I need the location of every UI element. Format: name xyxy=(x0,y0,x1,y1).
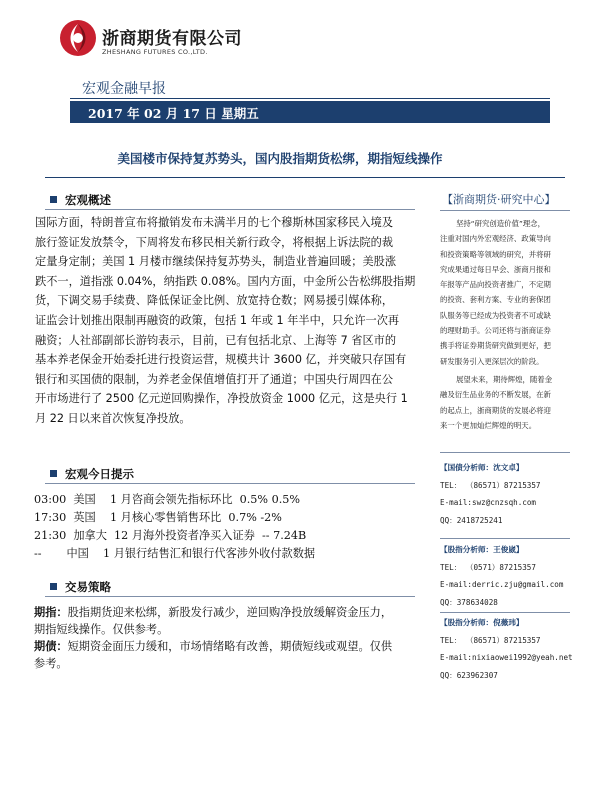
sidebar-outlook xyxy=(440,372,570,433)
text-line: 展望未来，期待辉煌，随着金 xyxy=(456,375,553,384)
strategy-stock-index: 期指：股指期货迎来松绑，新股发行减少，逆回购净投放缓解资金压力， 期指短线操作。仅供参考。 xyxy=(34,606,393,637)
header-divider xyxy=(70,98,550,99)
analyst-email[interactable]: E-mail:derric.zju@gmail.com xyxy=(440,580,564,589)
text-line: 跌不一，道指涨 0.04%，纳指跌 0.08%。国内方面，中金所公告松绑股指期 xyxy=(35,274,416,288)
text-line: 队服务等已经成为投资者不可或缺 xyxy=(440,310,551,320)
section-divider xyxy=(45,209,415,210)
bullet-square-icon xyxy=(50,583,57,590)
text-line: 旅行签证发放禁令，下周将发布移民相关新行政令，将根据上诉法院的裁 xyxy=(35,235,394,249)
analyst-card xyxy=(440,541,563,611)
text-line: 证监会计划推出限制再融资的政策，包括 1 年或 1 年半中，只允许一次再 xyxy=(35,313,400,327)
strategy-label: 期债： xyxy=(34,640,68,653)
section-divider xyxy=(45,483,415,484)
section-strategy-title: 交易策略 xyxy=(50,579,111,595)
title-divider xyxy=(45,177,565,178)
sidebar-title: 【浙商期货·研究中心】 xyxy=(442,193,556,206)
analyst-name: 【股指分析师：王俊崴】 xyxy=(440,545,524,554)
bullet-square-icon xyxy=(50,470,57,477)
analyst-card xyxy=(440,614,573,684)
text-line: 的起点上，浙商期货的发展必将迎 xyxy=(440,405,551,415)
report-date: 2017 年 02 月 17 日 星期五 xyxy=(88,106,259,121)
bullet-square-icon xyxy=(50,196,57,203)
text-line: 的投资、套利方案、专业的套保团 xyxy=(440,295,551,305)
analyst-tel: TEL： （86571）87215357 xyxy=(440,635,541,645)
report-type: 宏观金融早报 xyxy=(82,81,166,97)
text-line: 基本养老保金开始委托进行投资运营，规模共计 3600 亿，并突破只存国有 xyxy=(35,353,407,367)
text-line: 银行和买国债的限制，为养老金保值增值打开了通道；中国央行周四在公 xyxy=(35,372,394,386)
sidebar-intro xyxy=(440,216,570,369)
overview-body xyxy=(35,213,416,429)
text-line: 融及衍生品业务的不断发展，在新 xyxy=(440,390,551,400)
section-overview-title: 宏观概述 xyxy=(50,192,111,208)
text-line: 究成果通过每日早会、浙商月报和 xyxy=(440,264,551,274)
text-line: 研发服务引入更深层次的阶段。 xyxy=(440,356,544,366)
analyst-name: 【股指分析师：倪薇玮】 xyxy=(440,618,524,627)
sidebar-divider xyxy=(440,210,570,211)
calendar-row: 03:00 美国 1 月咨商会领先指标环比 0.5% 0.5% xyxy=(34,493,301,506)
text-line: 国际方面，特朗普宣布将撤销发布未满半月的七个穆斯林国家移民入境及 xyxy=(35,216,394,229)
calendar-row: 21:30 加拿大 12 月海外投资者净买入证券 -- 7.24B xyxy=(34,529,307,542)
text-line: 货，下调交易手续费、降低保证金比例、放宽持仓数；网易援引媒体称， xyxy=(35,294,394,308)
strategy-label: 期指： xyxy=(34,606,68,619)
text-line: 定量身定制；美国 1 月楼市继续保持复苏势头，制造业普遍回暖；美股涨 xyxy=(35,255,397,269)
company-logo xyxy=(58,18,258,68)
text-line: 来一个更加灿烂辉煌的明天。 xyxy=(440,420,537,430)
section-divider xyxy=(45,596,415,597)
text-line: 注重对国内外宏观经济、政策导向 xyxy=(440,234,551,244)
analyst-name: 【国债分析师：沈文卓】 xyxy=(440,463,524,472)
text-line: 年报等产品向投资者推广，不定期 xyxy=(440,280,551,290)
calendar-row: 17:30 英国 1 月核心零售销售环比 0.7% -2% xyxy=(34,511,282,524)
sidebar-divider xyxy=(440,538,570,539)
text-line: 融资；人社部副部长游钧表示，目前，已有包括北京、上海等 7 省区市的 xyxy=(35,333,397,347)
text-line: 坚持“研究创造价值”理念， xyxy=(456,219,545,228)
sidebar-divider xyxy=(440,452,570,453)
analyst-email[interactable]: E-mail:swz@cnzsqh.com xyxy=(440,498,537,507)
calendar-row: -- 中国 1 月银行结售汇和银行代客涉外收付款数据 xyxy=(34,547,316,560)
company-name-cn: 浙商期货有限公司 xyxy=(102,29,242,49)
logo-emblem-icon xyxy=(58,18,98,58)
strategy-bond: 期债：短期资金面压力缓和，市场情绪略有改善，期债短线或观望。仅供 参考。 xyxy=(34,640,393,671)
text-line: 月 22 日以来首次恢复净投放。 xyxy=(35,411,191,425)
sidebar-divider xyxy=(440,612,570,613)
analyst-qq: QQ：378634028 xyxy=(440,597,498,607)
section-calendar-title: 宏观今日提示 xyxy=(50,466,134,482)
analyst-email[interactable]: E-mail:nixiaowei1992@yeah.net xyxy=(440,653,573,662)
analyst-card xyxy=(440,459,541,529)
analyst-qq: QQ：2418725241 xyxy=(440,515,503,525)
company-name-en: ZHESHANG FUTURES CO.,LTD. xyxy=(102,48,208,56)
text-line: 携手将证券期货研究做到更好，把 xyxy=(440,341,551,351)
text-line: 和投资策略等领域的研究，并将研 xyxy=(440,249,551,259)
text-line: 的理财助手。公司还将与浙商证券 xyxy=(440,326,551,336)
text-line: 开市场进行了 2500 亿元逆回购操作，净投放资金 1000 亿元，这是央行 1 xyxy=(35,392,408,406)
analyst-tel: TEL： （0571）87215357 xyxy=(440,562,536,572)
analyst-tel: TEL： （86571）87215357 xyxy=(440,480,541,490)
page-title: 美国楼市保持复苏势头，国内股指期货松绑，期指短线操作 xyxy=(117,151,443,166)
analyst-qq: QQ：623962307 xyxy=(440,670,498,680)
